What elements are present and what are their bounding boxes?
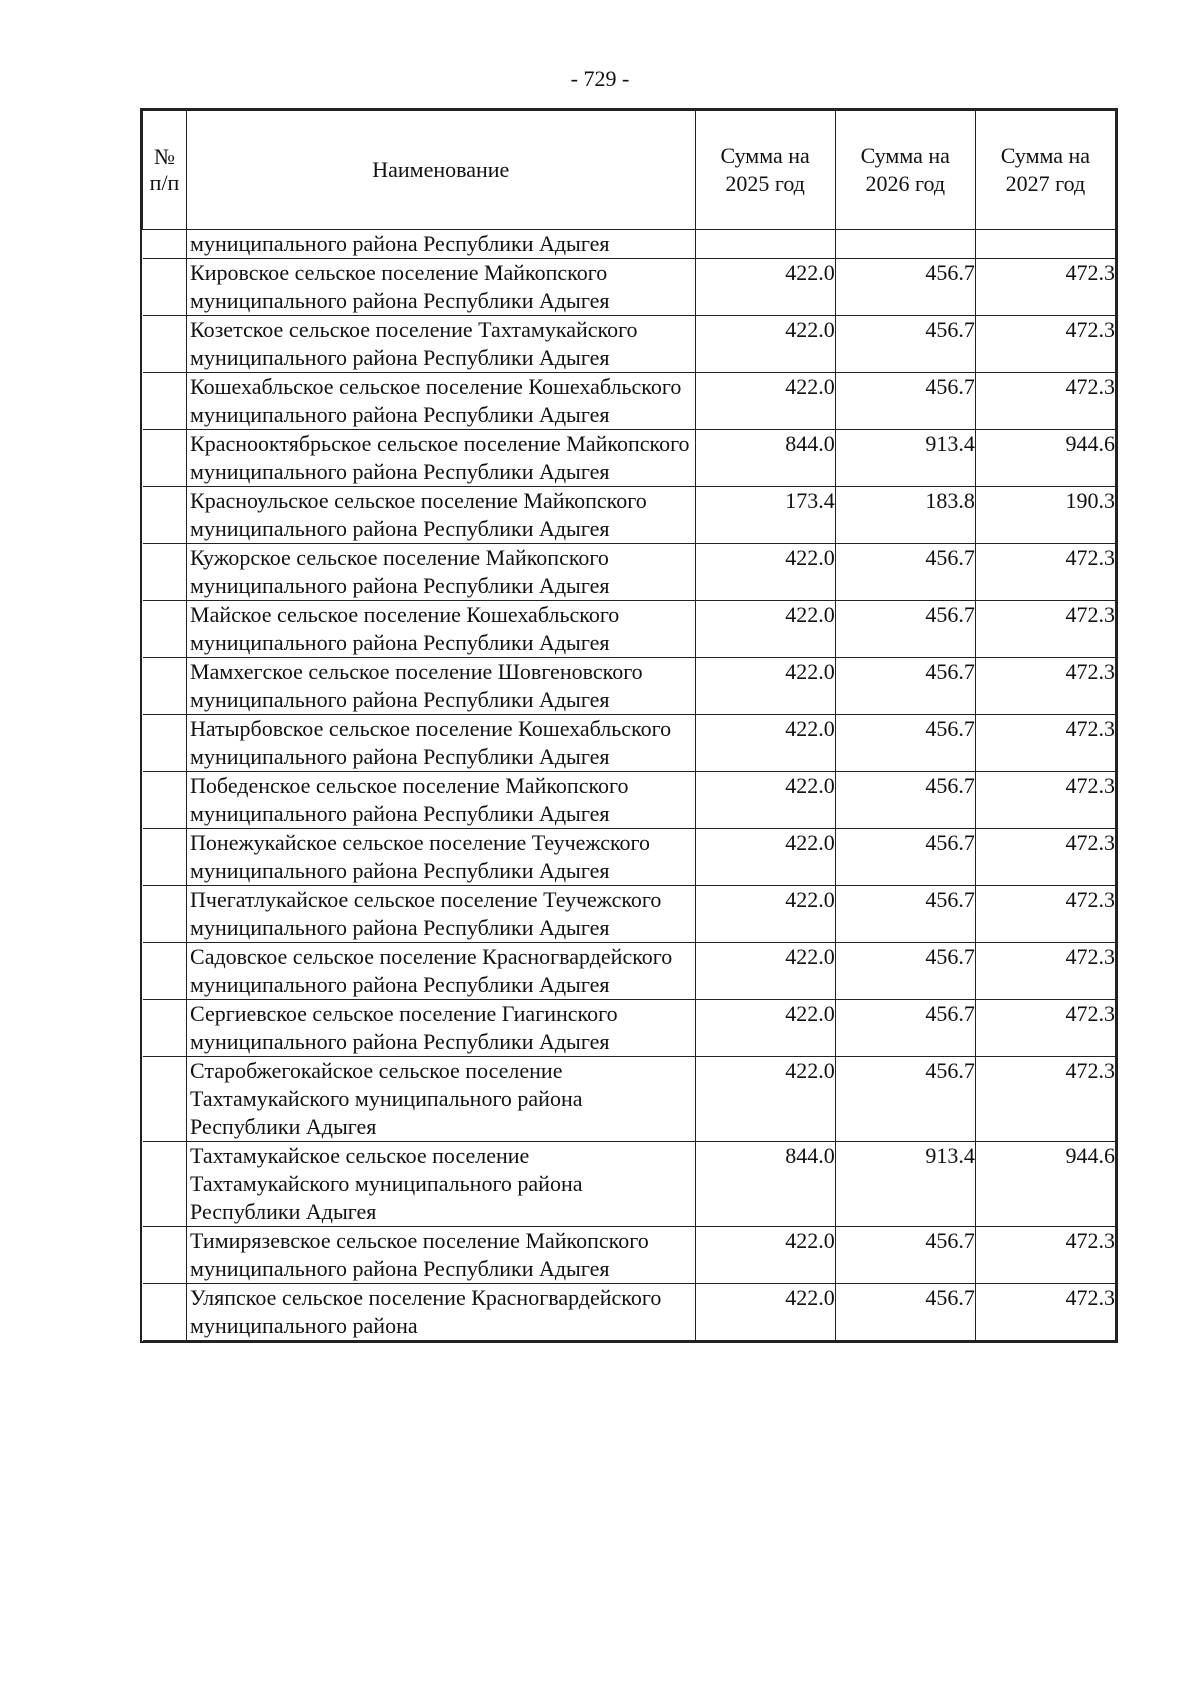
row-number	[143, 316, 187, 373]
row-name: Козетское сельское поселение Тахтамукайского муниципального района Республики Адыгея	[187, 316, 696, 373]
table-row	[143, 544, 1116, 601]
table-row	[143, 1284, 1116, 1341]
row-name: Майское сельское поселение Кошехабльского муниципального района Республики Адыгея	[187, 601, 696, 658]
table-row	[143, 886, 1116, 943]
row-value-2026: 456.7	[835, 1227, 975, 1284]
row-value-2026: 913.4	[835, 430, 975, 487]
row-value-2025: 422.0	[695, 886, 835, 943]
row-name: Кировское сельское поселение Майкопского муниципального района Республики Адыгея	[187, 259, 696, 316]
row-value-2026: 456.7	[835, 658, 975, 715]
row-value-2027: 472.3	[975, 943, 1115, 1000]
row-value-2026: 456.7	[835, 544, 975, 601]
row-value-2025: 422.0	[695, 829, 835, 886]
row-number	[143, 829, 187, 886]
row-value-2026: 456.7	[835, 316, 975, 373]
row-value-2025: 422.0	[695, 544, 835, 601]
row-number	[143, 772, 187, 829]
row-value-2026: 456.7	[835, 1284, 975, 1341]
row-value-2025: 422.0	[695, 658, 835, 715]
header-name: Наименование	[187, 111, 696, 230]
row-value-2025: 173.4	[695, 487, 835, 544]
row-value-2027: 472.3	[975, 1227, 1115, 1284]
row-name: Краснооктябрьское сельское поселение Майкопского муниципального района Республики Адыгея	[187, 430, 696, 487]
row-value-2027: 190.3	[975, 487, 1115, 544]
row-number	[143, 601, 187, 658]
row-value-2026: 456.7	[835, 772, 975, 829]
row-value-2027: 944.6	[975, 1142, 1115, 1227]
table-row	[143, 601, 1116, 658]
row-value-2027: 472.3	[975, 772, 1115, 829]
row-value-2025: 422.0	[695, 259, 835, 316]
row-value-2026: 456.7	[835, 1057, 975, 1142]
row-number	[143, 715, 187, 772]
row-number	[143, 1227, 187, 1284]
row-value-2025: 422.0	[695, 1057, 835, 1142]
row-value-2027: 472.3	[975, 316, 1115, 373]
header-row	[143, 111, 1116, 230]
header-sum-2025: Сумма на 2025 год	[695, 111, 835, 230]
row-value-2026: 456.7	[835, 259, 975, 316]
row-value-2026: 456.7	[835, 715, 975, 772]
table-row	[143, 430, 1116, 487]
row-name: муниципального района Республики Адыгея	[187, 230, 696, 259]
table-row	[143, 1227, 1116, 1284]
row-value-2027: 472.3	[975, 259, 1115, 316]
row-number	[143, 1142, 187, 1227]
row-name: Мамхегское сельское поселение Шовгеновского муниципального района Республики Адыгея	[187, 658, 696, 715]
row-value-2025: 422.0	[695, 1000, 835, 1057]
row-number	[143, 373, 187, 430]
row-value-2025: 422.0	[695, 943, 835, 1000]
row-number	[143, 1284, 187, 1341]
row-name: Садовское сельское поселение Красногвардейского муниципального района Республики Адыгея	[187, 943, 696, 1000]
row-value-2025: 422.0	[695, 715, 835, 772]
row-name: Тахтамукайское сельское поселение Тахтамукайского муниципального района Республики Адыгея	[187, 1142, 696, 1227]
row-name: Кужорское сельское поселение Майкопского муниципального района Республики Адыгея	[187, 544, 696, 601]
row-number	[143, 943, 187, 1000]
row-value-2027: 472.3	[975, 829, 1115, 886]
row-name: Уляпское сельское поселение Красногвардейского муниципального района	[187, 1284, 696, 1341]
row-number	[143, 886, 187, 943]
table-row	[143, 1057, 1116, 1142]
row-number	[143, 259, 187, 316]
row-value-2027: 472.3	[975, 373, 1115, 430]
row-name: Сергиевское сельское поселение Гиагинского муниципального района Республики Адыгея	[187, 1000, 696, 1057]
row-value-2026	[835, 230, 975, 259]
row-name: Тимирязевское сельское поселение Майкопского муниципального района Республики Адыгея	[187, 1227, 696, 1284]
table-body	[143, 230, 1116, 1341]
row-name: Старобжегокайское сельское поселение Тахтамукайского муниципального района Республики Адыгея	[187, 1057, 696, 1142]
row-value-2027: 472.3	[975, 1057, 1115, 1142]
table-row	[143, 1142, 1116, 1227]
table-row	[143, 658, 1116, 715]
row-value-2026: 456.7	[835, 1000, 975, 1057]
row-value-2025: 422.0	[695, 1227, 835, 1284]
row-number	[143, 658, 187, 715]
row-value-2026: 456.7	[835, 373, 975, 430]
row-value-2027: 944.6	[975, 430, 1115, 487]
row-number	[143, 544, 187, 601]
header-num: № п/п	[143, 111, 187, 230]
header-sum-2026: Сумма на 2026 год	[835, 111, 975, 230]
row-value-2026: 456.7	[835, 829, 975, 886]
row-value-2026: 913.4	[835, 1142, 975, 1227]
table-row-continuation	[143, 230, 1116, 259]
row-number	[143, 1057, 187, 1142]
row-name: Пчегатлукайское сельское поселение Теучежского муниципального района Республики Адыгея	[187, 886, 696, 943]
table-row	[143, 487, 1116, 544]
row-value-2025: 422.0	[695, 772, 835, 829]
row-number	[143, 230, 187, 259]
table-row	[143, 943, 1116, 1000]
row-value-2027: 472.3	[975, 658, 1115, 715]
row-number	[143, 430, 187, 487]
row-value-2027: 472.3	[975, 715, 1115, 772]
row-value-2027: 472.3	[975, 1000, 1115, 1057]
row-number	[143, 487, 187, 544]
table-header	[143, 111, 1116, 230]
table-row	[143, 772, 1116, 829]
row-value-2026: 456.7	[835, 886, 975, 943]
row-value-2027: 472.3	[975, 1284, 1115, 1341]
row-value-2027	[975, 230, 1115, 259]
row-value-2025: 844.0	[695, 1142, 835, 1227]
row-value-2027: 472.3	[975, 886, 1115, 943]
row-number	[143, 1000, 187, 1057]
row-name: Понежукайское сельское поселение Теучежского муниципального района Республики Адыгея	[187, 829, 696, 886]
row-value-2026: 456.7	[835, 601, 975, 658]
row-value-2026: 183.8	[835, 487, 975, 544]
row-value-2025: 422.0	[695, 601, 835, 658]
table-row	[143, 373, 1116, 430]
table-row	[143, 259, 1116, 316]
row-value-2027: 472.3	[975, 544, 1115, 601]
row-name: Натырбовское сельское поселение Кошехабльского муниципального района Республики Адыгея	[187, 715, 696, 772]
row-name: Красноульское сельское поселение Майкопского муниципального района Республики Адыгея	[187, 487, 696, 544]
allocation-table-frame	[140, 108, 1118, 1343]
row-value-2025: 422.0	[695, 373, 835, 430]
table-row	[143, 715, 1116, 772]
row-value-2026: 456.7	[835, 943, 975, 1000]
table-row	[143, 1000, 1116, 1057]
row-value-2025: 844.0	[695, 430, 835, 487]
table-row	[143, 829, 1116, 886]
header-sum-2027: Сумма на 2027 год	[975, 111, 1115, 230]
row-name: Кошехабльское сельское поселение Кошехабльского муниципального района Республики Адыгея	[187, 373, 696, 430]
row-value-2027: 472.3	[975, 601, 1115, 658]
page-number: - 729 -	[570, 66, 630, 91]
row-value-2025: 422.0	[695, 1284, 835, 1341]
row-value-2025	[695, 230, 835, 259]
row-value-2025: 422.0	[695, 316, 835, 373]
row-name: Победенское сельское поселение Майкопского муниципального района Республики Адыгея	[187, 772, 696, 829]
allocation-table	[142, 110, 1116, 1341]
table-row	[143, 316, 1116, 373]
